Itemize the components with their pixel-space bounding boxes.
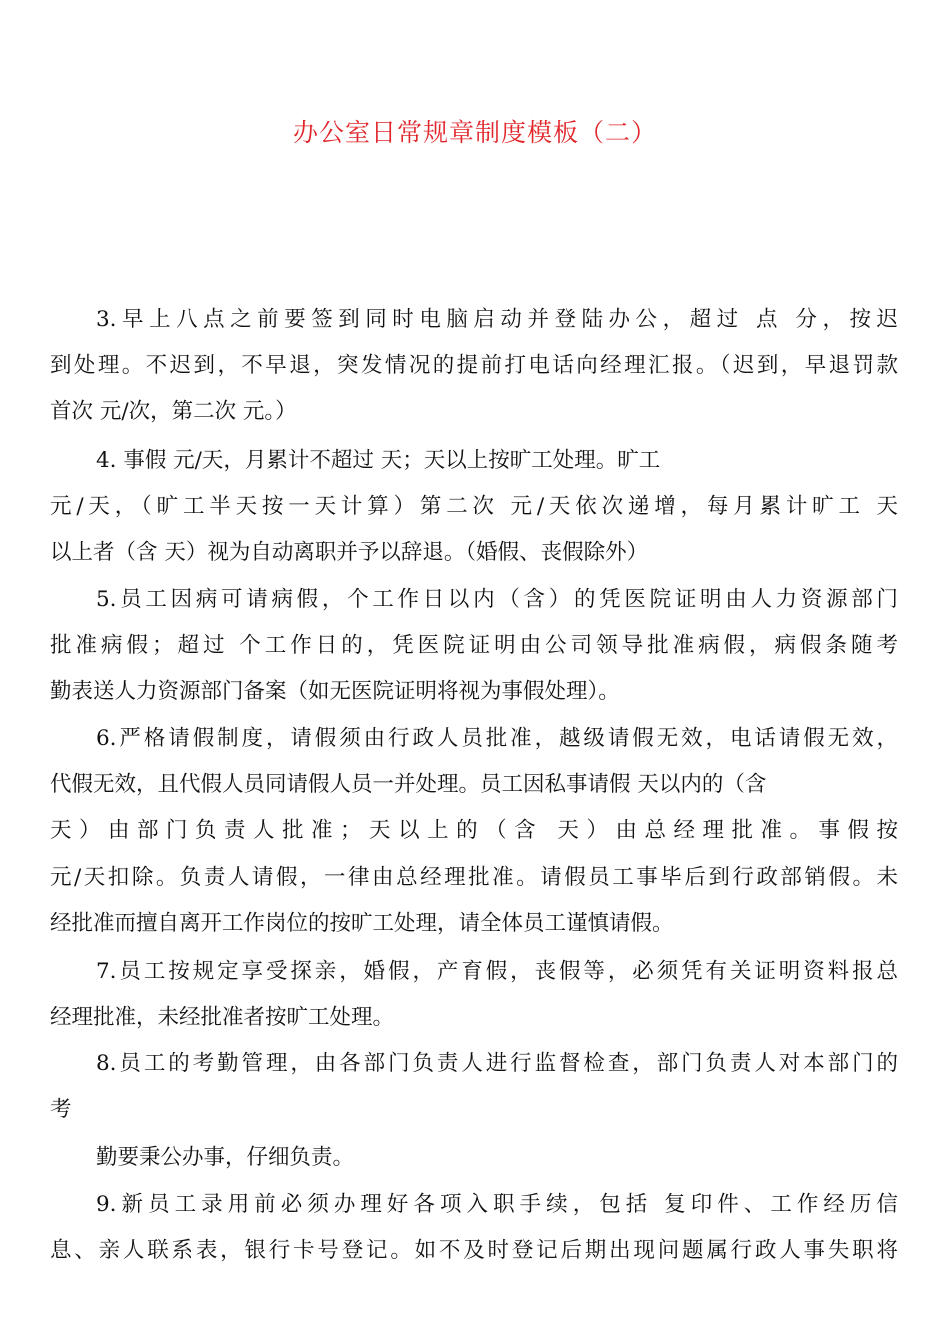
paragraph-line: 9.新员工录用前必须办理好各项入职手续，包括 复印件、工作经历信 [96, 1192, 898, 1217]
paragraph-line: 元/天，（旷工半天按一天计算）第二次 元/天依次递增，每月累计旷工 天 [50, 494, 898, 519]
paragraph-line: 考 [50, 1097, 72, 1122]
paragraph-line: 天）由部门负责人批准；天以上的（含 天）由总经理批准。事假按 [50, 818, 898, 843]
paragraph-line: 7.员工按规定享受探亲，婚假，产育假，丧假等，必须凭有关证明资料报总 [96, 959, 898, 984]
document-title: 办公室日常规章制度模板（二） [292, 118, 657, 147]
paragraph-line: 首次 元/次，第二次 元。） [50, 399, 297, 424]
paragraph-line: 到处理。不迟到，不早退，突发情况的提前打电话向经理汇报。（迟到，早退罚款 [50, 353, 898, 378]
paragraph-line: 8.员工的考勤管理，由各部门负责人进行监督检查，部门负责人对本部门的 [96, 1051, 898, 1076]
paragraph-line: 批准病假；超过 个工作日的，凭医院证明由公司领导批准病假，病假条随考 [50, 633, 898, 658]
paragraph-line: 息、亲人联系表，银行卡号登记。如不及时登记后期出现问题属行政人事失职将 [50, 1238, 898, 1263]
paragraph-line: 6.严格请假制度，请假须由行政人员批准，越级请假无效，电话请假无效， [96, 726, 898, 751]
paragraph-line: 4. 事假 元/天，月累计不超过 天；天以上按旷工处理。旷工 [96, 448, 661, 473]
paragraph-line: 3.早上八点之前要签到同时电脑启动并登陆办公，超过 点 分，按迟 [96, 307, 898, 332]
paragraph-line: 经批准而擅自离开工作岗位的按旷工处理，请全体员工谨慎请假。 [50, 911, 674, 936]
paragraph-line: 代假无效，且代假人员同请假人员一并处理。员工因私事请假 天以内的（含 [50, 772, 767, 797]
paragraph-line: 5.员工因病可请病假，个工作日以内（含）的凭医院证明由人力资源部门 [96, 587, 898, 612]
paragraph-line: 勤表送人力资源部门备案（如无医院证明将视为事假处理）。 [50, 679, 620, 704]
paragraph-line: 经理批准，未经批准者按旷工处理。 [50, 1005, 395, 1030]
paragraph-line: 元/天扣除。负责人请假，一律由总经理批准。请假员工事毕后到行政部销假。未 [50, 865, 898, 890]
paragraph-line: 勤要秉公办事，仔细负责。 [96, 1145, 355, 1170]
paragraph-line: 以上者（含 天）视为自动离职并予以辞退。（婚假、丧假除外） [50, 540, 649, 565]
